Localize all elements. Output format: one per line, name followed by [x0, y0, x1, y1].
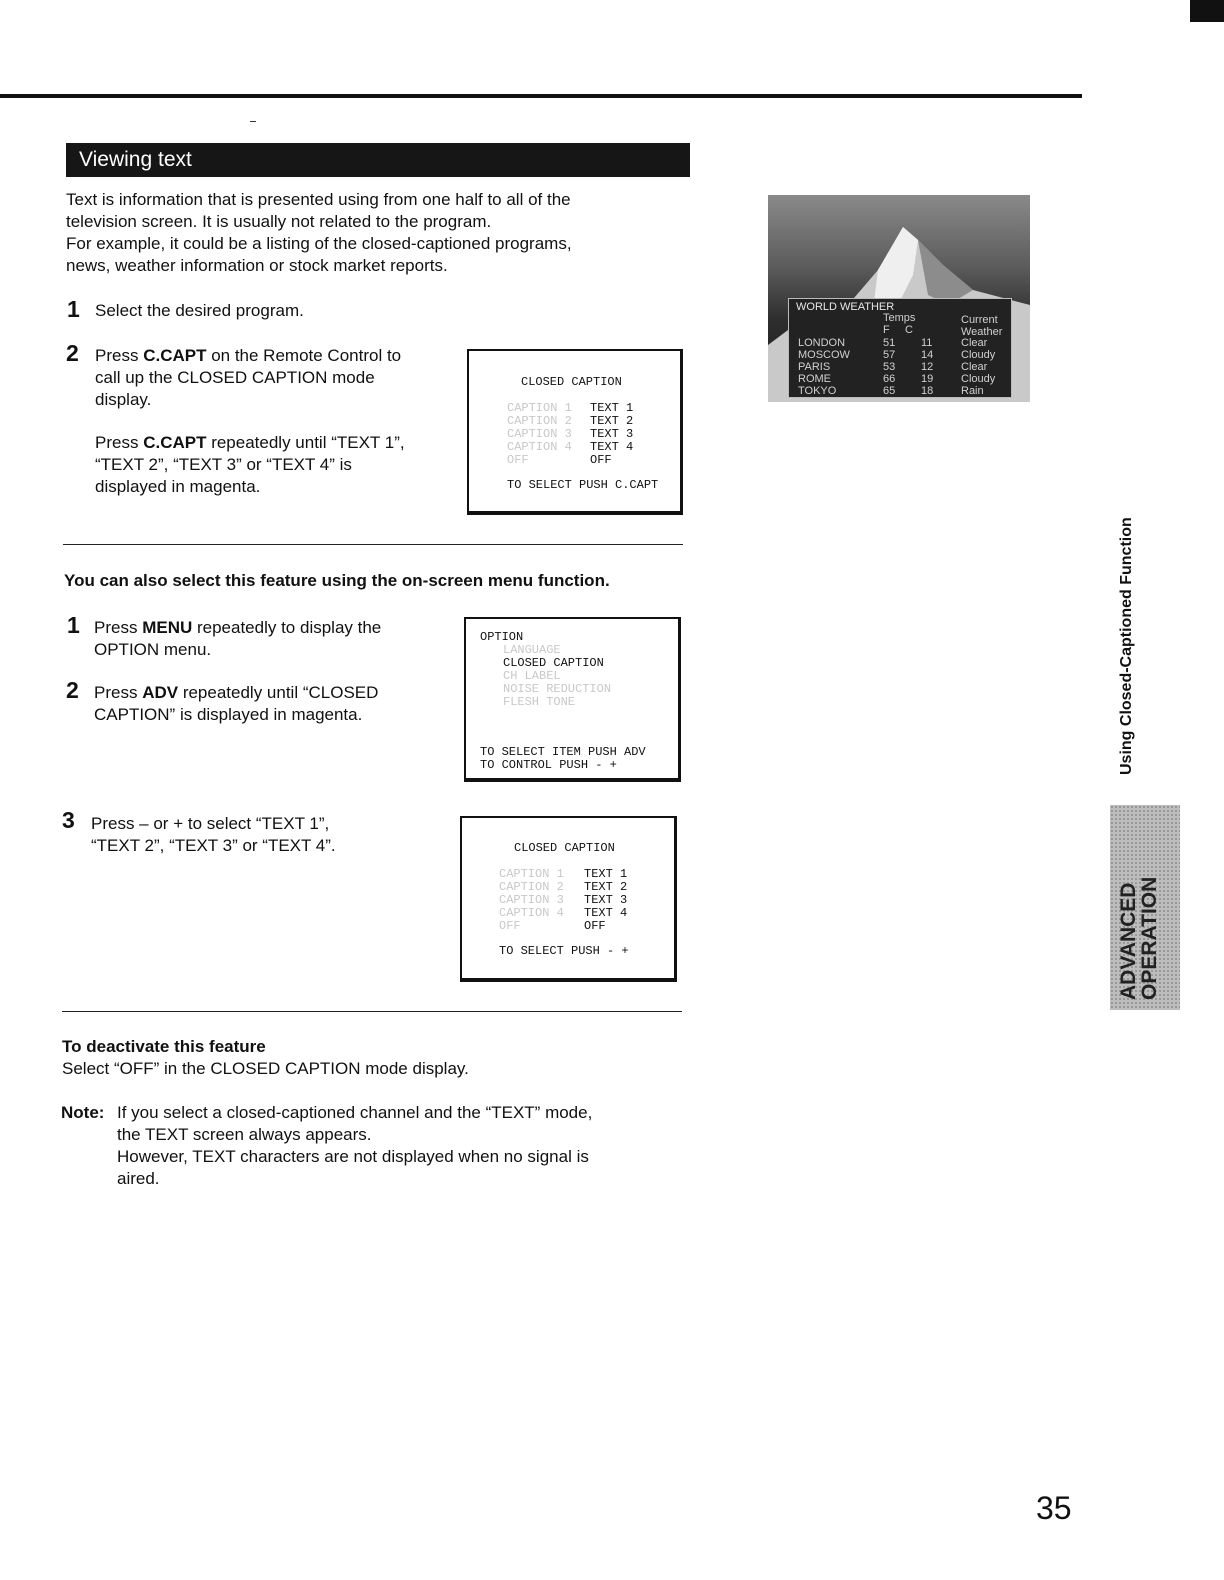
divider [63, 544, 683, 545]
osd-value: TEXT 3 [590, 427, 634, 441]
menu-heading: You can also select this feature using the on-screen menu function. [64, 571, 610, 590]
osd-option: NOISE REDUCTION [503, 682, 612, 696]
osd-value: TEXT 1 [584, 867, 628, 881]
key-name: MENU [142, 618, 193, 637]
osd-value: TEXT 1 [590, 401, 634, 415]
osd-footer: TO SELECT ITEM PUSH ADV [480, 745, 646, 759]
deactivate-text: Select “OFF” in the CLOSED CAPTION mode display. [62, 1059, 469, 1078]
option-menu-screen [464, 617, 681, 782]
osd-value: TEXT 2 [584, 880, 628, 894]
osd-footer: TO CONTROL PUSH - + [480, 758, 617, 772]
note-label: Note: [61, 1103, 105, 1122]
step-number: 1 [67, 296, 80, 322]
osd-option: CH LABEL [503, 669, 561, 683]
key-name: C.CAPT [143, 433, 207, 452]
osd-title: CLOSED CAPTION [514, 841, 615, 855]
divider [62, 1011, 682, 1012]
weather-f: 66 [883, 373, 896, 385]
weather-c: 12 [921, 361, 934, 373]
osd-option: OFF [507, 453, 529, 467]
osd-option: LANGUAGE [503, 643, 561, 657]
weather-cond: Cloudy [961, 373, 996, 385]
osd-option: CAPTION 2 [499, 880, 564, 894]
page-number: 35 [1036, 1490, 1072, 1526]
weather-screen-photo [768, 195, 1030, 402]
osd-footer: TO SELECT PUSH C.CAPT [507, 478, 659, 492]
step-text: Press MENU repeatedly to display the OPTION menu. [94, 618, 382, 659]
key-name: ADV [142, 683, 179, 702]
osd-option: CAPTION 3 [507, 427, 572, 441]
intro-line: Text is information that is presented using from one half to all of the [66, 190, 571, 209]
osd-option: CAPTION 4 [499, 906, 564, 920]
weather-cond: Clear [961, 361, 988, 373]
stray-mark [250, 121, 256, 122]
chapter-tab-label: ADVANCED OPERATION [1117, 876, 1161, 1000]
step-text: Press ADV repeatedly until “CLOSED CAPTION” is displayed in magenta. [94, 683, 379, 724]
step-number: 3 [62, 807, 75, 833]
corner-mark [1190, 0, 1224, 22]
osd-option: FLESH TONE [503, 695, 576, 709]
weather-col-head: F C [883, 324, 913, 336]
osd-option: OFF [499, 919, 521, 933]
osd-option: CAPTION 1 [499, 867, 564, 881]
osd-value: TEXT 4 [584, 906, 628, 920]
intro-paragraph [66, 189, 686, 277]
closed-caption-screen [460, 816, 677, 982]
osd-option: CAPTION 1 [507, 401, 572, 415]
osd-option: CAPTION 2 [507, 414, 572, 428]
weather-c: 11 [921, 337, 933, 349]
note-text: If you select a closed-captioned channel and the “TEXT” mode, the TEXT screen always appears. However, TEXT characters are not displayed when no signal is aired. [117, 1103, 593, 1188]
osd-value: OFF [590, 453, 612, 467]
weather-panel [788, 298, 1012, 398]
weather-f: 65 [883, 385, 896, 397]
deactivate-heading: To deactivate this feature [62, 1037, 266, 1056]
intro-line: news, weather information or stock market reports. [66, 256, 448, 275]
osd-value: OFF [584, 919, 606, 933]
intro-line: television screen. It is usually not related to the program. [66, 212, 492, 231]
weather-col-head: Current [961, 314, 998, 326]
osd-option: CAPTION 4 [507, 440, 572, 454]
step-number: 1 [67, 612, 80, 638]
weather-city: LONDON [798, 337, 846, 349]
section-title: Viewing text [66, 143, 690, 177]
weather-f: 57 [883, 349, 896, 361]
weather-title: WORLD WEATHER [796, 301, 895, 313]
weather-f: 51 [883, 337, 896, 349]
weather-c: 19 [921, 373, 934, 385]
step-number: 2 [66, 677, 79, 703]
weather-f: 53 [883, 361, 896, 373]
weather-city: MOSCOW [798, 349, 850, 361]
weather-c: 18 [921, 385, 934, 397]
weather-city: ROME [798, 373, 831, 385]
closed-caption-screen [467, 349, 683, 515]
weather-city: TOKYO [798, 385, 837, 397]
header-rule [0, 94, 1082, 98]
key-name: C.CAPT [143, 346, 207, 365]
side-section-label: Using Closed-Captioned Function [1118, 517, 1135, 775]
osd-option-selected: CLOSED CAPTION [503, 656, 604, 670]
osd-value: TEXT 4 [590, 440, 634, 454]
step-text: Select the desired program. [95, 301, 304, 320]
osd-footer: TO SELECT PUSH - + [499, 944, 629, 958]
osd-title: CLOSED CAPTION [521, 375, 622, 389]
weather-c: 14 [921, 349, 934, 361]
step-text: Press – or + to select “TEXT 1”, “TEXT 2”, “TEXT 3” or “TEXT 4”. [91, 814, 336, 855]
osd-title: OPTION [480, 630, 524, 644]
step-number: 2 [66, 340, 79, 366]
weather-col-head: Temps [883, 312, 916, 324]
osd-value: TEXT 3 [584, 893, 628, 907]
weather-city: PARIS [798, 361, 831, 373]
weather-cond: Clear [961, 337, 988, 349]
weather-cond: Cloudy [961, 349, 996, 361]
weather-col-head: Weather [961, 326, 1003, 338]
osd-value: TEXT 2 [590, 414, 634, 428]
osd-option: CAPTION 3 [499, 893, 564, 907]
weather-cond: Rain [961, 385, 984, 397]
step-text: Press C.CAPT on the Remote Control to call up the CLOSED CAPTION mode display. [95, 346, 402, 409]
intro-line: For example, it could be a listing of the closed-captioned programs, [66, 234, 572, 253]
step-text: Press C.CAPT repeatedly until “TEXT 1”, “TEXT 2”, “TEXT 3” or “TEXT 4” is displayed in magenta. [95, 433, 405, 496]
